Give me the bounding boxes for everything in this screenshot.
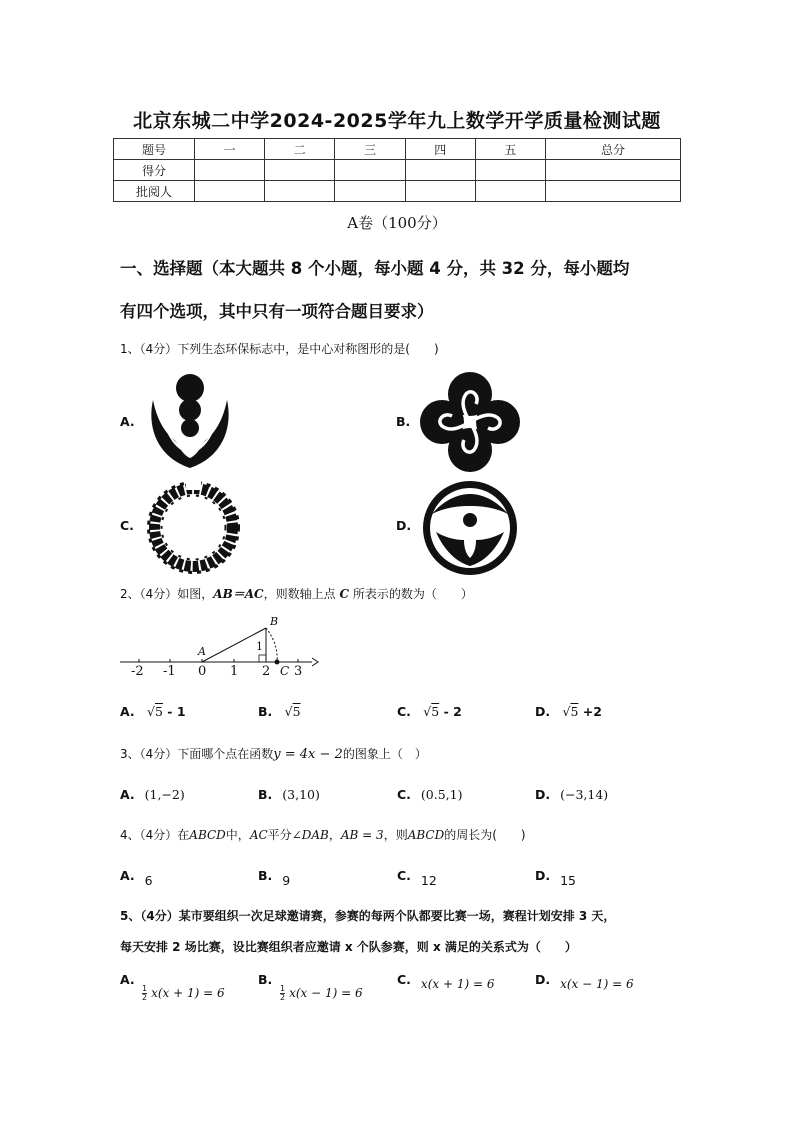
q3-option-a[interactable]: A. (1,−2) (120, 787, 185, 802)
score-entry[interactable] (546, 181, 681, 202)
point-b-label: B (270, 615, 279, 628)
segment-length-label: 1 (256, 640, 263, 653)
score-entry[interactable] (405, 181, 475, 202)
q3-option-b[interactable]: B. (3,10) (258, 787, 320, 802)
table-cell: 三 (335, 139, 405, 160)
q3-option-c[interactable]: C. (0.5,1) (397, 787, 463, 802)
table-cell: 四 (405, 139, 475, 160)
q2-option-d[interactable]: D. √5 +2 (535, 704, 602, 719)
score-entry[interactable] (475, 181, 545, 202)
q4-option-d[interactable]: D. 15 (535, 868, 577, 888)
score-table-row (114, 160, 681, 181)
table-cell: 批阅人 (114, 181, 195, 202)
score-entry[interactable] (195, 160, 265, 181)
score-entry[interactable] (475, 160, 545, 181)
table-cell: 二 (265, 139, 335, 160)
q5-option-c[interactable]: C. x(x + 1) = 6 (397, 972, 495, 991)
q2-option-b[interactable]: B. √5 (258, 704, 301, 719)
sqrt-symbol: √5 (147, 704, 163, 719)
question-5-stem-line1: 5、（4分）某市要组织一次足球邀请赛，参赛的每两个队都要比赛一场，赛程计划安排 3 天， (120, 909, 616, 923)
q5-option-a[interactable]: A. $\frac{1}{2}$ x(x + 1) = 6 (120, 972, 225, 1002)
q5-option-b[interactable]: B. $\frac{1}{2}$ x(x − 1) = 6 (258, 972, 363, 1002)
score-table-header-row (114, 139, 681, 160)
lotus-logo-icon[interactable] (145, 372, 240, 472)
tick-label: -1 (163, 664, 176, 679)
table-cell: 题号 (114, 139, 195, 160)
table-cell: 总分 (546, 139, 681, 160)
table-cell: 五 (475, 139, 545, 160)
q5-option-d[interactable]: D. x(x − 1) = 6 (535, 972, 634, 991)
question-3-stem: 3、（4分）下面哪个点在函数y = 4x − 2的图象上（ ） (120, 747, 427, 762)
q4-option-a[interactable]: A. 6 (120, 868, 153, 888)
tick-label: 1 (230, 664, 239, 679)
laurel-wreath-icon[interactable] (146, 480, 241, 575)
tick-label: 0 (198, 664, 207, 679)
sqrt-symbol: √5 (284, 704, 301, 719)
score-entry[interactable] (335, 181, 405, 202)
score-table (113, 138, 681, 202)
q1-option-c-label: C. (120, 518, 134, 533)
clover-logo-icon[interactable] (420, 372, 520, 472)
tick-label: 2 (262, 664, 271, 679)
section-heading-cont: 有四个选项，其中只有一项符合题目要求） (120, 302, 434, 321)
table-cell: 得分 (114, 160, 195, 181)
q1-option-b-label: B. (396, 414, 411, 429)
tick-label: -2 (131, 664, 144, 679)
q2-option-a[interactable]: A. √5 - 1 (120, 704, 186, 719)
score-entry[interactable] (405, 160, 475, 181)
tick-label: 3 (294, 664, 303, 679)
question-4-stem: 4、（4分）在ABCD中，AC平分∠DAB，AB = 3，则ABCD的周长为( ) (120, 828, 526, 842)
point-c-label: C (280, 664, 290, 678)
score-table-row (114, 181, 681, 202)
section-heading: 一、选择题（本大题共 8 个小题，每小题 4 分，共 32 分，每小题均 (120, 259, 630, 278)
circular-emblem-icon[interactable] (422, 480, 518, 576)
score-entry[interactable] (335, 160, 405, 181)
table-cell: 一 (195, 139, 265, 160)
q1-option-d-label: D. (396, 518, 412, 533)
page-title: 北京东城二中学2024-2025学年九上数学开学质量检测试题 (133, 110, 661, 132)
volume-heading: A卷（100分） (347, 214, 447, 232)
question-1-stem: 1、（4分）下列生态环保标志中，是中心对称图形的是( ) (120, 342, 439, 356)
fraction: $\frac{1}{2}$ (280, 984, 286, 1002)
score-entry[interactable] (546, 160, 681, 181)
point-a-label: A (198, 645, 206, 658)
fraction: $\frac{1}{2}$ (142, 984, 148, 1002)
score-entry[interactable] (195, 181, 265, 202)
q1-option-a-label: A. (120, 414, 135, 429)
q4-option-b[interactable]: B. 9 (258, 868, 291, 888)
sqrt-symbol: √5 (423, 704, 440, 719)
q3-option-d[interactable]: D. (−3,14) (535, 787, 609, 802)
score-entry[interactable] (265, 160, 335, 181)
question-5-stem-line2: 每天安排 2 场比赛，设比赛组织者应邀请 x 个队参赛，则 x 满足的关系式为（ ） (120, 940, 577, 954)
q2-option-c[interactable]: C. √5 - 2 (397, 704, 462, 719)
q4-option-c[interactable]: C. 12 (397, 868, 437, 888)
question-2-stem: 2、（4分）如图，AB＝AC，则数轴上点 C 所表示的数为（ ） (120, 587, 473, 601)
score-entry[interactable] (265, 181, 335, 202)
sqrt-symbol: √5 (562, 704, 579, 719)
